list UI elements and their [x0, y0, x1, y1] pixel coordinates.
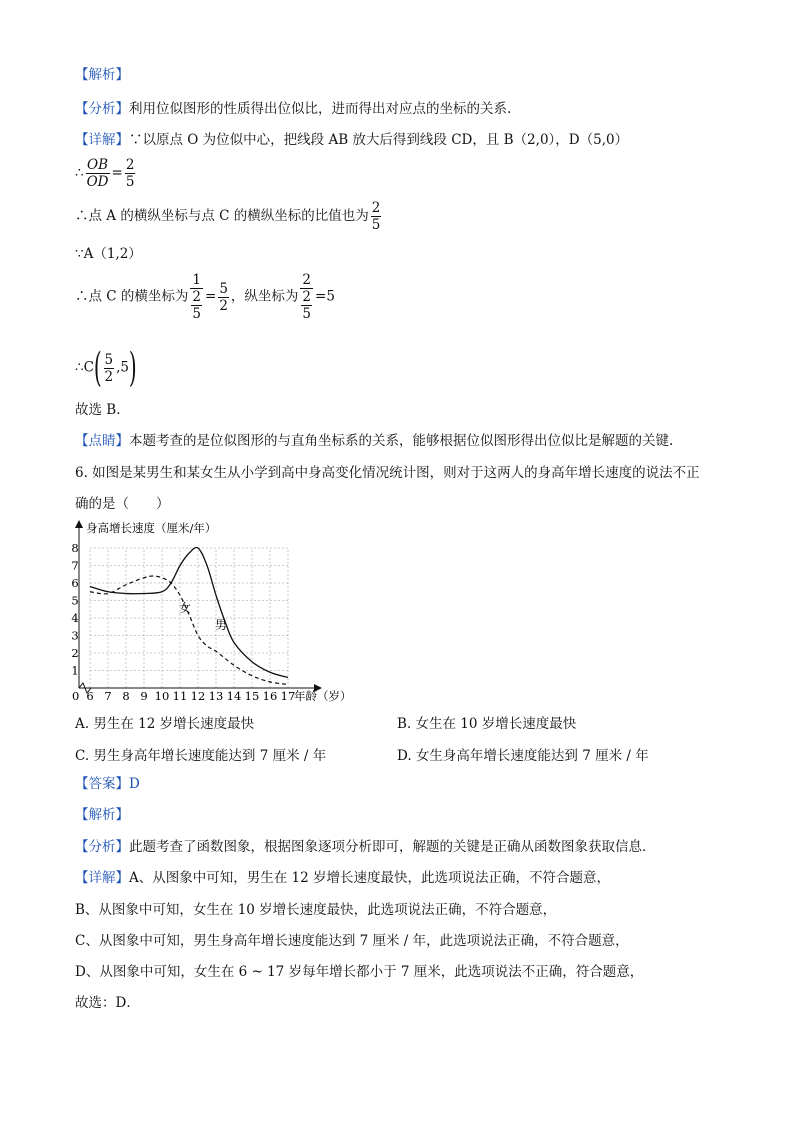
x-tick-label: 17 [280, 689, 296, 703]
option-a[interactable]: A. 男生在 12 岁增长速度最快 [75, 716, 255, 732]
numerator: 1 [192, 272, 202, 288]
solution-paragraph-2 [75, 869, 610, 887]
solution-c-line: C、从图象中可知，男生身高年增长速度能达到 7 厘米 / 年，此选项说法正确，不符合题意， [75, 933, 629, 949]
analysis-tag: 【分析】 [75, 101, 129, 117]
label-girl: 女 [179, 601, 192, 615]
solution-tag: 【详解】 [75, 870, 129, 886]
numerator: 2 [371, 200, 381, 216]
therefore-symbol: ∴ [75, 165, 84, 181]
denominator: 2 [104, 368, 114, 385]
y-tick-label: 7 [71, 558, 79, 573]
denominator: 5 [192, 306, 202, 322]
comment-paragraph [75, 432, 673, 450]
x-tick-label: 15 [244, 689, 260, 703]
numerator: 2 [302, 289, 312, 305]
fraction-5-2 [218, 281, 229, 314]
left-paren: ( [93, 345, 102, 391]
numerator: OB [87, 157, 109, 173]
growth-chart [70, 518, 360, 708]
y-tick-label: 8 [71, 541, 79, 555]
equals-five: =5 [315, 288, 335, 305]
series-line-girl [90, 576, 288, 685]
point-a-line: ∵A（1,2） [75, 246, 142, 262]
y-axis-label: 身高增长速度（厘米/年） [86, 521, 217, 535]
x-tick-label: 9 [140, 689, 148, 703]
section-heading-analysis-2: 【解析】 [75, 807, 129, 823]
solution-text: ∵以原点 O 为位似中心，把线段 AB 放大后得到线段 CD，且 B（2,0），D（5,0） [129, 132, 629, 148]
answer-d: 故选：D． [75, 995, 140, 1011]
point-c-coordinates [75, 272, 335, 322]
question-6-line-1: 6. 如图是某男生和某女生从小学到高中身高变化情况统计图，则对于这两人的身高年增长速度的说法不正 [75, 465, 700, 481]
answer-b: 故选 B. [75, 402, 121, 418]
fraction-2-5 [301, 289, 312, 322]
x-tick-label: 12 [190, 689, 206, 703]
complex-fraction-y [300, 272, 313, 322]
numerator: 2 [302, 272, 312, 288]
point-c-result [75, 345, 137, 391]
y-tick-label: 6 [71, 576, 79, 590]
section-heading-analysis: 【解析】 [75, 67, 129, 83]
ratio-equation [75, 157, 137, 190]
denominator: 5 [125, 174, 135, 190]
answer-line: 【答案】D [75, 776, 140, 792]
denominator: 5 [371, 217, 381, 233]
denominator: 2 [219, 297, 228, 314]
solution-text: A、从图象中可知，男生在 12 岁增长速度最快，此选项说法正确，不符合题意， [129, 870, 611, 886]
y-tick-label: 3 [71, 628, 79, 643]
y-tick-label: 1 [71, 663, 79, 678]
x-tick-label: 7 [104, 689, 112, 703]
solution-tag: 【详解】 [75, 132, 129, 148]
option-c[interactable]: C. 男生身高年增长速度能达到 7 厘米 / 年 [75, 748, 327, 764]
numerator: 5 [219, 280, 228, 297]
analysis-tag: 【分析】 [75, 839, 129, 855]
numerator: 5 [104, 351, 114, 368]
right-paren: ) [128, 345, 137, 391]
option-d[interactable]: D. 女生身高年增长速度能达到 7 厘米 / 年 [397, 748, 649, 764]
analysis-text: 利用位似图形的性质得出位似比，进而得出对应点的坐标的关系. [129, 101, 512, 117]
c-y-label: ，纵坐标为 [230, 288, 299, 305]
fraction-5-2 [104, 352, 115, 385]
chart-grid [90, 548, 288, 688]
c-x-label: ∴点 C 的横坐标为 [75, 288, 189, 305]
comment-tag: 【点睛】 [75, 433, 129, 449]
equals-sign: = [205, 288, 217, 305]
question-6-line-2: 确的是（ ） [75, 496, 170, 512]
option-b[interactable]: B. 女生在 10 岁增长速度最快 [397, 716, 577, 732]
x-tick-label: 10 [154, 689, 170, 703]
y-tick-label: 4 [71, 611, 79, 625]
ratio-statement [75, 200, 383, 233]
fraction-ob-od [86, 157, 110, 190]
x-tick-label: 16 [262, 689, 278, 703]
x-tick-label: 14 [226, 689, 242, 703]
solution-d-line: D、从图象中可知，女生在 6 ~ 17 岁每年增长都小于 7 厘米，此选项说法不正确，符合题意， [75, 964, 644, 980]
solution-b-line: B、从图象中可知，女生在 10 岁增长速度最快，此选项说法正确，不符合题意， [75, 902, 557, 918]
analysis-paragraph-2 [75, 838, 656, 856]
y-tick-label: 5 [71, 593, 79, 608]
equals-sign: = [111, 165, 123, 181]
complex-fraction-x [190, 272, 203, 322]
y-tick-label: 2 [71, 646, 79, 660]
label-boy: 男 [215, 618, 228, 632]
numerator: 2 [192, 289, 202, 305]
fraction-2-5 [191, 289, 202, 322]
x-tick-label: 11 [172, 689, 188, 703]
analysis-paragraph [75, 100, 511, 118]
x-axis-label: 年龄（岁） [294, 689, 352, 703]
x-tick-label: 6 [86, 689, 94, 703]
denominator: OD [86, 174, 109, 190]
fraction-2-5 [125, 157, 136, 190]
origin-label: 0 [72, 689, 80, 703]
analysis-text: 此题考查了函数图象，根据图象逐项分析即可，解题的关键是正确从函数图象获取信息． [129, 839, 656, 855]
comment-text: 本题考查的是位似图形的与直角坐标系的关系，能够根据位似图形得出位似比是解题的关键. [129, 433, 674, 449]
y-value: 5 [120, 359, 130, 376]
solution-paragraph [75, 131, 628, 149]
x-tick-label: 8 [122, 689, 130, 703]
comma: , [116, 359, 121, 376]
x-tick-label: 13 [208, 689, 224, 703]
fraction-2-5 [371, 200, 382, 233]
denominator: 5 [302, 306, 312, 322]
ratio-text: ∴点 A 的横纵坐标与点 C 的横纵坐标的比值也为 [75, 208, 369, 224]
c-prefix: ∴C [75, 359, 94, 376]
numerator: 2 [125, 157, 135, 173]
